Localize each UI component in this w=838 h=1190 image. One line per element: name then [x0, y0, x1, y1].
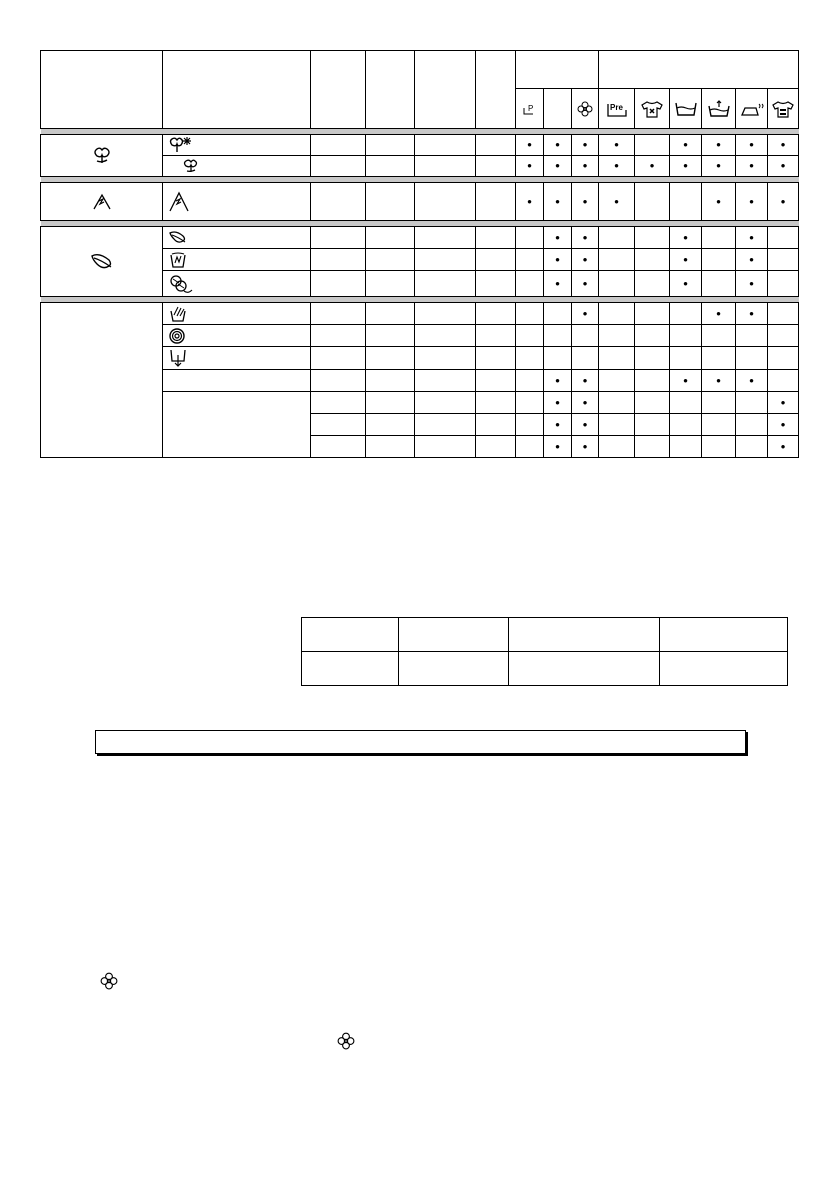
header-group-detergent — [516, 51, 599, 89]
feature-dot-cell — [544, 414, 572, 436]
table-cell — [476, 249, 516, 271]
delicates-program-icon — [163, 227, 311, 249]
feature-dot-cell — [670, 271, 702, 297]
feature-dot-cell — [736, 156, 768, 177]
feature-dot-cell — [544, 370, 572, 392]
feature-dot-cell — [572, 135, 599, 156]
table-row — [41, 227, 799, 249]
table-cell — [476, 436, 516, 458]
table-cell — [572, 347, 599, 370]
table-cell — [768, 303, 799, 325]
feature-dot-cell — [670, 370, 702, 392]
consumption-table — [301, 617, 788, 686]
feature-dot-cell — [599, 183, 635, 221]
table-cell — [311, 392, 366, 414]
table-cell — [702, 347, 736, 370]
table-cell — [635, 392, 670, 414]
table-cell — [599, 325, 635, 347]
feature-dot-cell — [544, 183, 572, 221]
table-cell — [635, 370, 670, 392]
cotton-icon — [41, 135, 163, 177]
table-row — [41, 303, 799, 325]
table-row — [41, 183, 799, 221]
table-cell — [516, 249, 544, 271]
table-cell — [599, 249, 635, 271]
feature-dot-cell — [572, 227, 599, 249]
feature-dot-cell — [572, 392, 599, 414]
feature-dot-cell — [516, 183, 544, 221]
feature-dot-cell — [670, 249, 702, 271]
feature-dot-cell — [702, 183, 736, 221]
spin-icon — [163, 325, 311, 347]
table-cell — [599, 271, 635, 297]
table-cell — [311, 325, 366, 347]
feature-dot-cell — [702, 156, 736, 177]
cotton-small-icon — [163, 156, 311, 177]
table-cell — [366, 135, 415, 156]
table-cell — [415, 436, 476, 458]
table-cell — [399, 618, 509, 652]
table-cell — [544, 347, 572, 370]
table-cell — [366, 436, 415, 458]
table-cell — [635, 271, 670, 297]
table-cell — [702, 436, 736, 458]
svg-text:Pre: Pre — [609, 102, 623, 112]
table-cell — [670, 414, 702, 436]
special-group-cell — [41, 303, 163, 458]
table-cell — [516, 392, 544, 414]
table-cell — [311, 436, 366, 458]
prewash-p-icon — [516, 89, 544, 129]
header-cell-main-detergent — [544, 89, 572, 129]
feature-dot-cell — [736, 249, 768, 271]
table-cell — [670, 303, 702, 325]
table-cell — [509, 618, 660, 652]
header-cell-time — [476, 51, 516, 129]
table-cell — [476, 227, 516, 249]
feature-dot-cell — [544, 392, 572, 414]
table-cell — [366, 271, 415, 297]
feature-dot-cell — [736, 227, 768, 249]
feature-dot-cell — [572, 156, 599, 177]
table-cell — [366, 227, 415, 249]
feature-dot-cell — [516, 156, 544, 177]
table-cell — [311, 183, 366, 221]
feature-dot-cell — [544, 271, 572, 297]
table-cell — [509, 652, 660, 686]
feature-dot-cell — [736, 271, 768, 297]
table-cell — [366, 325, 415, 347]
table-cell — [415, 414, 476, 436]
table-row — [302, 618, 788, 652]
table-cell — [702, 271, 736, 297]
flower-softener-icon — [572, 89, 599, 129]
cotton-intensive-icon — [163, 135, 311, 156]
table-cell — [702, 227, 736, 249]
table-cell — [366, 370, 415, 392]
feature-dot-cell — [768, 135, 799, 156]
table-cell — [635, 135, 670, 156]
header-cell-spin — [415, 51, 476, 129]
table-cell — [311, 303, 366, 325]
table-cell — [311, 156, 366, 177]
table-row — [302, 652, 788, 686]
header-cell-temp — [311, 51, 366, 129]
table-cell — [736, 436, 768, 458]
feature-dot-cell — [736, 183, 768, 221]
header-cell-load — [366, 51, 415, 129]
table-cell — [516, 303, 544, 325]
table-cell — [736, 392, 768, 414]
table-cell — [476, 135, 516, 156]
table-cell — [415, 271, 476, 297]
table-cell — [476, 325, 516, 347]
table-cell — [366, 347, 415, 370]
table-cell — [702, 392, 736, 414]
table-cell — [476, 183, 516, 221]
table-cell — [572, 325, 599, 347]
feature-dot-cell — [736, 303, 768, 325]
table-cell — [670, 392, 702, 414]
feature-dot-cell — [599, 135, 635, 156]
table-cell — [476, 370, 516, 392]
table-cell — [544, 325, 572, 347]
feature-dot-cell — [572, 436, 599, 458]
table-cell — [768, 227, 799, 249]
feature-dot-cell — [572, 183, 599, 221]
table-cell — [599, 370, 635, 392]
table-cell — [311, 347, 366, 370]
table-cell — [635, 414, 670, 436]
table-cell — [516, 347, 544, 370]
feature-dot-cell — [768, 436, 799, 458]
table-cell — [702, 414, 736, 436]
table-cell — [635, 227, 670, 249]
header-row-1 — [41, 51, 799, 89]
table-cell — [476, 271, 516, 297]
table-cell — [670, 183, 702, 221]
drain-icon — [163, 347, 311, 370]
table-cell — [702, 249, 736, 271]
flower-softener-icon — [337, 1032, 355, 1055]
table-cell — [768, 325, 799, 347]
table-cell — [415, 156, 476, 177]
table-cell — [302, 652, 399, 686]
table-cell — [476, 392, 516, 414]
table-cell — [516, 370, 544, 392]
svg-text:P: P — [527, 103, 533, 113]
table-cell — [366, 303, 415, 325]
handwash-tub-icon — [163, 249, 311, 271]
notice-box — [95, 730, 746, 754]
easy-iron-shirt-icon — [768, 89, 799, 129]
feature-dot-cell — [544, 436, 572, 458]
feature-dot-cell — [572, 370, 599, 392]
feature-dot-cell — [768, 414, 799, 436]
table-cell — [311, 227, 366, 249]
table-cell — [366, 392, 415, 414]
table-cell — [670, 436, 702, 458]
table-cell — [670, 325, 702, 347]
table-cell — [599, 227, 635, 249]
table-cell — [768, 347, 799, 370]
table-cell — [768, 370, 799, 392]
program-table — [40, 50, 799, 458]
table-cell — [599, 392, 635, 414]
table-cell — [476, 303, 516, 325]
feature-dot-cell — [635, 156, 670, 177]
feature-dot-cell — [670, 156, 702, 177]
table-cell — [768, 249, 799, 271]
table-cell — [311, 271, 366, 297]
table-cell — [599, 436, 635, 458]
table-cell — [311, 249, 366, 271]
table-cell — [415, 183, 476, 221]
table-cell — [635, 436, 670, 458]
table-cell — [415, 249, 476, 271]
table-cell — [415, 135, 476, 156]
table-cell — [476, 347, 516, 370]
delicates-icon — [41, 227, 163, 297]
table-cell — [660, 652, 788, 686]
feature-dot-cell — [544, 156, 572, 177]
feature-dot-cell — [516, 135, 544, 156]
table-row — [41, 135, 799, 156]
iron-steam-icon — [736, 89, 768, 129]
feature-dot-cell — [768, 183, 799, 221]
table-cell — [415, 392, 476, 414]
feature-dot-cell — [768, 156, 799, 177]
table-cell — [366, 156, 415, 177]
table-cell — [366, 414, 415, 436]
flower-softener-icon — [100, 972, 118, 995]
feature-dot-cell — [736, 370, 768, 392]
table-cell — [599, 414, 635, 436]
table-cell — [415, 227, 476, 249]
table-cell — [544, 303, 572, 325]
table-cell — [516, 227, 544, 249]
feature-dot-cell — [670, 227, 702, 249]
table-cell — [768, 271, 799, 297]
feature-dot-cell — [544, 135, 572, 156]
feature-dot-cell — [544, 249, 572, 271]
feature-dot-cell — [572, 303, 599, 325]
table-cell — [516, 436, 544, 458]
synthetics-icon — [41, 183, 163, 221]
prewash-pre-icon — [599, 89, 635, 129]
table-cell — [599, 303, 635, 325]
table-cell — [302, 618, 399, 652]
program-cell — [163, 370, 311, 392]
table-cell — [736, 347, 768, 370]
stain-shirt-icon — [635, 89, 670, 129]
table-cell — [736, 414, 768, 436]
table-cell — [635, 249, 670, 271]
synthetics-program-icon — [163, 183, 311, 221]
table-cell — [415, 303, 476, 325]
table-cell — [635, 183, 670, 221]
table-cell — [366, 183, 415, 221]
table-cell — [516, 414, 544, 436]
table-cell — [476, 414, 516, 436]
wool-icon — [163, 271, 311, 297]
bleach-tub-icon — [702, 89, 736, 129]
program-cell — [163, 392, 311, 458]
feature-dot-cell — [599, 156, 635, 177]
feature-dot-cell — [702, 303, 736, 325]
table-cell — [516, 325, 544, 347]
header-cell-fabric — [41, 51, 163, 129]
feature-dot-cell — [736, 135, 768, 156]
table-cell — [415, 325, 476, 347]
table-cell — [660, 618, 788, 652]
table-cell — [736, 325, 768, 347]
feature-dot-cell — [702, 370, 736, 392]
table-cell — [635, 325, 670, 347]
header-cell-program — [163, 51, 311, 129]
table-cell — [516, 271, 544, 297]
header-group-options — [599, 51, 799, 89]
table-cell — [399, 652, 509, 686]
table-cell — [635, 303, 670, 325]
feature-dot-cell — [544, 227, 572, 249]
feature-dot-cell — [572, 414, 599, 436]
table-cell — [311, 370, 366, 392]
table-cell — [311, 414, 366, 436]
rinse-icon — [163, 303, 311, 325]
table-cell — [599, 347, 635, 370]
feature-dot-cell — [572, 249, 599, 271]
table-cell — [415, 347, 476, 370]
table-cell — [635, 347, 670, 370]
table-cell — [366, 249, 415, 271]
table-cell — [702, 325, 736, 347]
table-cell — [670, 347, 702, 370]
feature-dot-cell — [670, 135, 702, 156]
feature-dot-cell — [702, 135, 736, 156]
wash-tub-icon — [670, 89, 702, 129]
table-cell — [476, 156, 516, 177]
table-cell — [415, 370, 476, 392]
feature-dot-cell — [572, 271, 599, 297]
feature-dot-cell — [768, 392, 799, 414]
table-cell — [311, 135, 366, 156]
